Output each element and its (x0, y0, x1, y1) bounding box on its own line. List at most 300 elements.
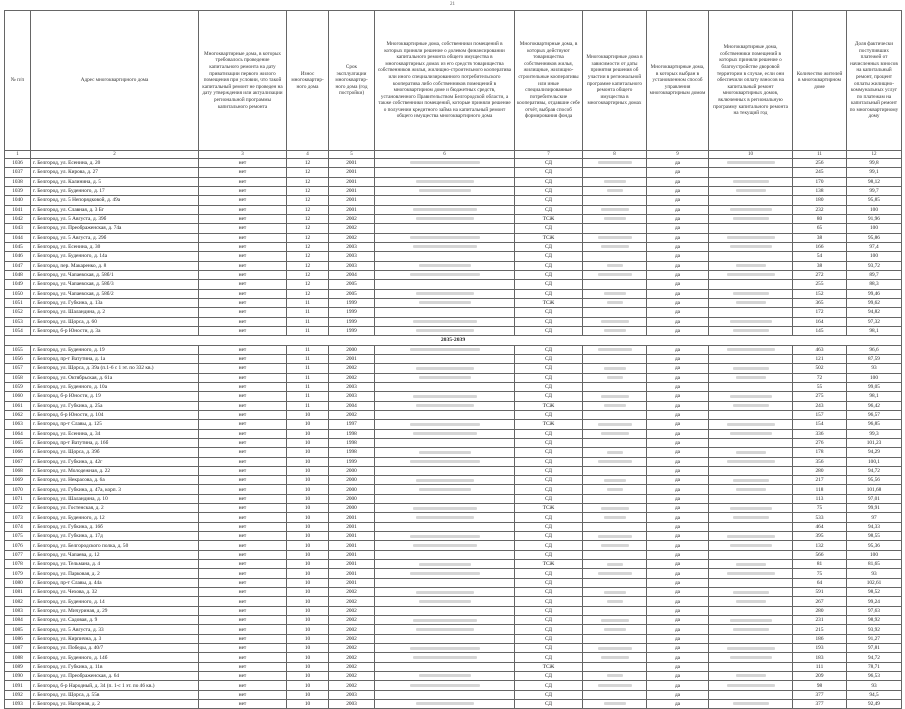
table-cell: 87,59 (847, 354, 902, 363)
table-cell: 12 (287, 261, 329, 270)
table-cell: г. Белгород, ул. Чехова, д. 32 (31, 588, 199, 597)
redacted-mark (601, 656, 629, 659)
table-cell: да (647, 560, 709, 569)
redacted-mark (607, 674, 623, 677)
redacted-mark (416, 702, 474, 705)
redacted-mark (727, 348, 775, 351)
table-cell: 10 (287, 504, 329, 513)
table-cell: да (647, 672, 709, 681)
table-cell: СД (515, 569, 583, 578)
table-cell: 81,65 (847, 560, 902, 569)
table-cell: 2004 (329, 401, 375, 410)
redacted-mark (607, 563, 623, 566)
table-cell: 2005 (329, 289, 375, 298)
table-cell: 275 (793, 392, 847, 401)
table-cell (583, 392, 647, 401)
table-cell: 10 (287, 662, 329, 671)
table-cell (709, 532, 793, 541)
table-cell: 356 (793, 457, 847, 466)
redacted-mark (601, 395, 629, 398)
table-cell: нет (199, 252, 287, 261)
table-cell: 365 (793, 298, 847, 307)
redacted-mark (416, 479, 474, 482)
table-cell: 99,46 (847, 289, 902, 298)
table-cell: 78,71 (847, 662, 902, 671)
table-cell (583, 205, 647, 214)
table-cell: 10 (287, 569, 329, 578)
table-cell: 1075 (5, 532, 31, 541)
table-cell: да (647, 242, 709, 251)
table-cell: нет (199, 494, 287, 503)
table-cell: СД (515, 485, 583, 494)
table-cell (709, 569, 793, 578)
table-cell: 1082 (5, 597, 31, 606)
table-cell: да (647, 513, 709, 522)
table-cell: СД (515, 364, 583, 373)
table-cell: да (647, 485, 709, 494)
section-label: 2035-2039 (5, 336, 902, 345)
table-cell: нет (199, 532, 287, 541)
table-cell: 96,57 (847, 410, 902, 419)
table-cell: 2002 (329, 625, 375, 634)
table-cell: 2001 (329, 532, 375, 541)
table-cell: 2002 (329, 653, 375, 662)
table-cell (375, 569, 515, 578)
redacted-mark (727, 647, 775, 650)
redacted-mark (733, 217, 769, 220)
table-cell: г. Белгород, ул. Парковая, д. 2 (31, 569, 199, 578)
table-cell: да (647, 289, 709, 298)
table-cell (709, 606, 793, 615)
redacted-mark (730, 507, 772, 510)
table-cell (709, 410, 793, 419)
table-cell (375, 326, 515, 335)
table-cell (375, 597, 515, 606)
table-cell: г. Белгород, б-р Народный, д. 34 (п. 1-с 1 эт. по 46 кв.) (31, 681, 199, 690)
table-cell (583, 298, 647, 307)
table-cell: г. Белгород, ул. Гостенская, д. 2 (31, 504, 199, 513)
column-number: 1 (5, 151, 31, 159)
table-cell (375, 634, 515, 643)
table-row (5, 690, 902, 699)
table-cell (375, 588, 515, 597)
table-cell: г. Белгород, ул. Щорса, д. 55в (31, 690, 199, 699)
table-cell: 10 (287, 550, 329, 559)
table-cell (709, 522, 793, 531)
redacted-mark (727, 236, 775, 239)
column-header-11: Количество жителей в многоквартирном доме (793, 11, 847, 151)
table-cell: 1068 (5, 466, 31, 475)
table-row (5, 186, 902, 195)
table-cell: 154 (793, 420, 847, 429)
table-cell (375, 186, 515, 195)
table-cell: 2001 (329, 196, 375, 205)
redacted-mark (598, 161, 632, 164)
table-cell: нет (199, 504, 287, 513)
table-cell (709, 541, 793, 550)
table-cell: 152 (793, 289, 847, 298)
table-cell: 1045 (5, 242, 31, 251)
table-cell (709, 588, 793, 597)
table-cell: 1999 (329, 457, 375, 466)
table-cell (375, 541, 515, 550)
table-cell: да (647, 196, 709, 205)
table-cell: 463 (793, 345, 847, 354)
redacted-mark (416, 180, 474, 183)
table-cell: ТСЖ (515, 298, 583, 307)
redacted-mark (416, 404, 474, 407)
table-cell: 10 (287, 560, 329, 569)
table-row (5, 429, 902, 438)
redacted-mark (736, 189, 766, 192)
table-cell: 97,81 (847, 644, 902, 653)
table-cell: г. Белгород, ул. Буденного, д. 10а (31, 382, 199, 391)
table-cell (375, 280, 515, 289)
table-cell: 2001 (329, 550, 375, 559)
table-cell: г. Белгород, ул. Славная, д. 3 Бг (31, 205, 199, 214)
redacted-mark (419, 674, 471, 677)
table-cell: 93 (847, 681, 902, 690)
table-cell: 132 (793, 541, 847, 550)
table-cell (375, 345, 515, 354)
page-number: 21 (450, 2, 455, 7)
table-cell (583, 681, 647, 690)
column-number: 8 (583, 151, 647, 159)
table-cell: да (647, 233, 709, 242)
table-cell: нет (199, 224, 287, 233)
table-cell: 12 (287, 177, 329, 186)
table-cell (375, 504, 515, 513)
redacted-mark (730, 432, 772, 435)
table-cell: 97,4 (847, 242, 902, 251)
table-cell: 11 (287, 382, 329, 391)
redacted-mark (604, 217, 626, 220)
redacted-mark (416, 367, 474, 370)
table-cell: 272 (793, 270, 847, 279)
column-number: 10 (709, 151, 793, 159)
table-cell: да (647, 252, 709, 261)
table-cell: 99,91 (847, 504, 902, 513)
table-cell: да (647, 224, 709, 233)
table-row (5, 382, 902, 391)
table-cell (375, 606, 515, 615)
table-cell (583, 289, 647, 298)
redacted-mark (727, 572, 775, 575)
table-cell: 1063 (5, 420, 31, 429)
redacted-mark (607, 301, 623, 304)
column-header-3: Многоквартирные дома, в которых требовалось проведение капитального ремонта на дату приватизации первого жилого помещения при условии, что такой капитальный ремонт не проведен на дату утверждения или актуализации региональной программы капитального ремонта (199, 11, 287, 151)
table-row (5, 466, 902, 475)
table-cell: 2004 (329, 270, 375, 279)
table-cell: 566 (793, 550, 847, 559)
table-cell: г. Белгород, ул. Нагорная, д. 2 (31, 700, 199, 709)
redacted-mark (410, 423, 480, 426)
table-cell: 10 (287, 625, 329, 634)
table-cell: 10 (287, 494, 329, 503)
table-cell: 232 (793, 205, 847, 214)
table-row (5, 261, 902, 270)
table-cell: да (647, 392, 709, 401)
table-cell (709, 373, 793, 382)
redacted-mark (416, 217, 474, 220)
redacted-mark (607, 600, 623, 603)
table-row (5, 672, 902, 681)
table-cell (709, 597, 793, 606)
table-cell: нет (199, 177, 287, 186)
table-cell: 12 (287, 186, 329, 195)
table-cell: 377 (793, 690, 847, 699)
table-cell (375, 233, 515, 242)
table-cell: 10 (287, 653, 329, 662)
redacted-mark (410, 535, 480, 538)
table-row (5, 233, 902, 242)
redacted-mark (607, 264, 623, 267)
table-cell: 172 (793, 308, 847, 317)
table-row (5, 634, 902, 643)
table-cell: да (647, 522, 709, 531)
table-row (5, 578, 902, 587)
table-row (5, 345, 902, 354)
table-cell (709, 625, 793, 634)
table-cell (583, 588, 647, 597)
table-cell: СД (515, 196, 583, 205)
table-cell: да (647, 382, 709, 391)
table-cell (375, 448, 515, 457)
table-cell: 11 (287, 392, 329, 401)
table-cell: да (647, 644, 709, 653)
redacted-mark (413, 395, 477, 398)
table-cell (375, 196, 515, 205)
table-cell (375, 168, 515, 177)
redacted-mark (598, 572, 632, 575)
table-cell (709, 616, 793, 625)
table-cell: 280 (793, 606, 847, 615)
section-row (5, 336, 902, 345)
table-cell: да (647, 373, 709, 382)
table-row (5, 681, 902, 690)
table-row (5, 457, 902, 466)
table-cell: 96,42 (847, 401, 902, 410)
table-cell: 12 (287, 168, 329, 177)
table-cell: да (647, 261, 709, 270)
table-cell (583, 522, 647, 531)
table-cell: да (647, 457, 709, 466)
table-cell (583, 644, 647, 653)
table-cell: г. Белгород, ул. Есенина, д. 30 (31, 242, 199, 251)
table-cell: 93,92 (847, 625, 902, 634)
table-cell: нет (199, 606, 287, 615)
table-row (5, 317, 902, 326)
table-cell: 75 (793, 504, 847, 513)
table-cell: 170 (793, 177, 847, 186)
table-row (5, 364, 902, 373)
table-cell: да (647, 354, 709, 363)
table-cell: СД (515, 457, 583, 466)
table-cell: СД (515, 578, 583, 587)
table-cell: да (647, 168, 709, 177)
table-row (5, 522, 902, 531)
table-cell: 1058 (5, 373, 31, 382)
redacted-mark (413, 320, 477, 323)
redacted-mark (727, 684, 775, 687)
redacted-mark (604, 180, 626, 183)
table-cell (583, 280, 647, 289)
table-cell (709, 485, 793, 494)
redacted-mark (727, 535, 775, 538)
table-cell (375, 616, 515, 625)
table-cell: 99,62 (847, 298, 902, 307)
table-cell: 2002 (329, 634, 375, 643)
table-cell: 11 (287, 308, 329, 317)
table-cell: да (647, 588, 709, 597)
table-cell (375, 252, 515, 261)
table-cell: 1069 (5, 476, 31, 485)
table-cell (709, 270, 793, 279)
redacted-mark (419, 563, 471, 566)
table-cell: нет (199, 466, 287, 475)
table-cell: 95,85 (847, 196, 902, 205)
table-cell: СД (515, 690, 583, 699)
table-cell: 97,32 (847, 317, 902, 326)
redacted-mark (736, 488, 766, 491)
redacted-mark (416, 292, 474, 295)
table-cell: 1073 (5, 513, 31, 522)
redacted-mark (598, 423, 632, 426)
redacted-mark (419, 376, 471, 379)
table-cell: 95,86 (847, 233, 902, 242)
table-row (5, 606, 902, 615)
table-cell: 1066 (5, 448, 31, 457)
table-cell: 1999 (329, 308, 375, 317)
table-cell: 2003 (329, 261, 375, 270)
table-cell: 12 (287, 205, 329, 214)
redacted-mark (730, 395, 772, 398)
table-cell: СД (515, 634, 583, 643)
table-cell: 11 (287, 326, 329, 335)
column-number: 3 (199, 151, 287, 159)
table-cell (375, 662, 515, 671)
table-cell: 12 (287, 252, 329, 261)
table-cell: 591 (793, 588, 847, 597)
table-cell: 1038 (5, 177, 31, 186)
table-cell: СД (515, 644, 583, 653)
table-cell: 97,01 (847, 494, 902, 503)
table-row (5, 280, 902, 289)
table-cell (709, 466, 793, 475)
table-cell: 10 (287, 513, 329, 522)
table-cell (375, 494, 515, 503)
table-cell: 2002 (329, 373, 375, 382)
redacted-mark (607, 376, 623, 379)
table-cell: г. Белгород, ул. Белгородского полка, д. 50 (31, 541, 199, 550)
table-cell (709, 205, 793, 214)
table-row (5, 438, 902, 447)
table-cell: СД (515, 168, 583, 177)
table-cell (583, 317, 647, 326)
redacted-mark (736, 376, 766, 379)
redacted-mark (604, 628, 626, 631)
table-cell: 12 (287, 280, 329, 289)
redacted-mark (598, 684, 632, 687)
table-row (5, 373, 902, 382)
table-row (5, 308, 902, 317)
table-cell (583, 653, 647, 662)
table-cell: 1087 (5, 644, 31, 653)
table-cell: 1091 (5, 681, 31, 690)
redacted-mark (419, 264, 471, 267)
table-cell: г. Белгород, ул. Буденного, д. 14а (31, 252, 199, 261)
table-cell: нет (199, 364, 287, 373)
table-cell: 395 (793, 532, 847, 541)
redacted-mark (604, 702, 626, 705)
table-cell: 193 (793, 644, 847, 653)
table-cell: 1047 (5, 261, 31, 270)
redacted-mark (736, 563, 766, 566)
redacted-mark (727, 273, 775, 276)
table-cell: 1051 (5, 298, 31, 307)
table-cell: 2002 (329, 681, 375, 690)
table-cell (583, 662, 647, 671)
column-number: 2 (31, 151, 199, 159)
table-row (5, 662, 902, 671)
table-cell: 2002 (329, 364, 375, 373)
table-cell: г. Белгород, ул. Щорса, д. 39а (п.1-6 с 1 эт. по 332 кв.) (31, 364, 199, 373)
redacted-mark (598, 236, 632, 239)
table-cell: СД (515, 280, 583, 289)
table-cell: г. Белгород, ул. Буденного, д. 14б (31, 653, 199, 662)
table-row (5, 392, 902, 401)
table-cell: ТСЖ (515, 560, 583, 569)
table-cell: г. Белгород, ул. Губкина, д. 16б (31, 522, 199, 531)
table-cell (375, 270, 515, 279)
table-row (5, 532, 902, 541)
table-cell: 1043 (5, 224, 31, 233)
table-cell (709, 196, 793, 205)
table-cell (709, 420, 793, 429)
table-cell: ТСЖ (515, 504, 583, 513)
table-cell: да (647, 410, 709, 419)
table-cell: нет (199, 597, 287, 606)
table-cell: 2003 (329, 252, 375, 261)
table-cell (583, 550, 647, 559)
redacted-mark (736, 451, 766, 454)
table-cell (583, 494, 647, 503)
table-cell: 1086 (5, 634, 31, 643)
table-cell (375, 420, 515, 429)
table-cell: 1092 (5, 690, 31, 699)
table-cell (709, 700, 793, 709)
table-cell: 2002 (329, 606, 375, 615)
redacted-mark (410, 273, 480, 276)
table-cell: 113 (793, 494, 847, 503)
table-cell: 138 (793, 186, 847, 195)
redacted-mark (598, 348, 632, 351)
table-cell: нет (199, 308, 287, 317)
table-cell: нет (199, 485, 287, 494)
table-cell: нет (199, 392, 287, 401)
table-cell (709, 644, 793, 653)
redacted-mark (736, 600, 766, 603)
redacted-mark (736, 674, 766, 677)
table-cell: СД (515, 205, 583, 214)
table-cell (709, 298, 793, 307)
table-cell: г. Белгород, пер. Макаренко, д. 8 (31, 261, 199, 270)
table-cell: да (647, 681, 709, 690)
table-cell: ТСЖ (515, 401, 583, 410)
table-cell (709, 504, 793, 513)
table-cell: 276 (793, 438, 847, 447)
table-cell: да (647, 597, 709, 606)
